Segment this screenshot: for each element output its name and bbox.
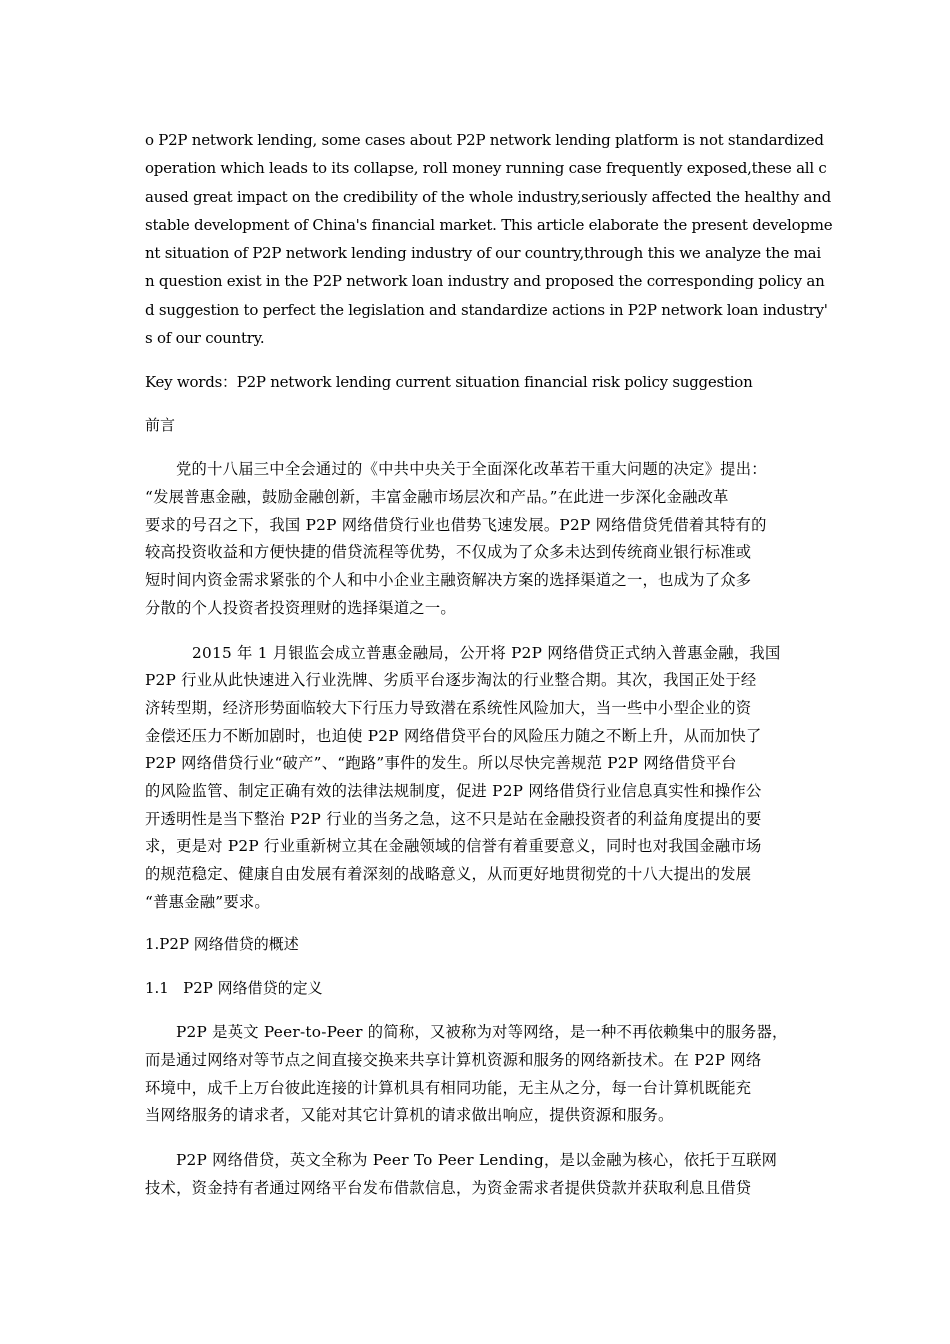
abstract-line: nt situation of P2P network lending industry of our country,through this we analyze the mai	[145, 244, 821, 263]
paragraph-line: 的规范稳定、健康自由发展有着深刻的战略意义，从而更好地贯彻党的十八大提出的发展	[145, 865, 752, 883]
abstract-line: n question exist in the P2P network loan industry and proposed the corresponding policy an	[145, 272, 825, 291]
paragraph-line: 分散的个人投资者投资理财的选择渠道之一。	[145, 598, 456, 617]
abstract-line: stable development of China's financial market. This article elaborate the present developme	[145, 215, 833, 234]
paragraph-line: 较高投资收益和方便快捷的借贷流程等优势，不仅成为了众多未达到传统商业银行标准或	[145, 543, 752, 562]
paragraph-line: 金偿还压力不断加剧时，也迫使 P2P 网络借贷平台的风险压力随之不断上升，从而加快了	[145, 726, 762, 745]
paragraph-line: 环境中，成千上万台彼此连接的计算机具有相同功能，无主从之分，每一台计算机既能充	[145, 1078, 752, 1097]
paragraph-line: 求，更是对 P2P 行业重新树立其在金融领域的信誉有着重要意义，同时也对我国金融市场	[145, 837, 762, 856]
keywords-line: Key words：P2P network lending current situation financial risk policy suggestion	[145, 373, 753, 392]
intro-paragraph-2	[145, 640, 810, 917]
abstract-line: o P2P network lending, some cases about P2P network lending platform is not standardized	[145, 131, 824, 149]
abstract-line: s of our country.	[145, 329, 265, 348]
paragraph-line: “发展普惠金融，鼓励金融创新，丰富金融市场层次和产品。”在此进一步深化金融改革	[145, 488, 729, 507]
intro-paragraph-1	[145, 456, 810, 622]
subsection-heading-1-1: 1.1 P2P 网络借贷的定义	[145, 979, 323, 998]
paragraph-line: “普惠金融”要求。	[145, 892, 270, 911]
definition-paragraph-1	[145, 1019, 810, 1130]
paragraph-line: P2P 网络借贷，英文全称为 Peer To Peer Lending，是以金融为核心，依托于互联网	[176, 1151, 778, 1170]
paragraph-line: 的风险监管、制定正确有效的法律法规制度，促进 P2P 网络借贷行业信息真实性和操作公	[145, 781, 762, 800]
definition-paragraph-2	[145, 1147, 810, 1202]
paragraph-line: 开透明性是当下整治 P2P 行业的当务之急，这不只是站在金融投资者的利益角度提出的要	[145, 809, 762, 828]
paragraph-line: 当网络服务的请求者，又能对其它计算机的请求做出响应，提供资源和服务。	[145, 1106, 674, 1125]
section-heading-1: 1.P2P 网络借贷的概述	[145, 935, 299, 954]
paragraph-line: P2P 网络借贷行业“破产”、“跑路”事件的发生。所以尽快完善规范 P2P 网络借贷平台	[145, 754, 737, 773]
abstract-line: operation which leads to its collapse, roll money running case frequently exposed,these all c	[145, 159, 827, 178]
abstract-paragraph	[145, 126, 833, 352]
paragraph-line: 短时间内资金需求紧张的个人和中小企业主融资解决方案的选择渠道之一，也成为了众多	[145, 571, 752, 590]
paragraph-line: 济转型期，经济形势面临较大下行压力导致潜在系统性风险加大，当一些中小型企业的资	[145, 698, 752, 717]
paragraph-line: 要求的号召之下，我国 P2P 网络借贷行业也借势飞速发展。P2P 网络借贷凭借着其特有的	[145, 515, 767, 534]
abstract-line: aused great impact on the credibility of the whole industry,seriously affected the healthy and	[145, 187, 831, 206]
paragraph-line: 而是通过网络对等节点之间直接交换来共享计算机资源和服务的网络新技术。在 P2P 网络	[145, 1051, 762, 1070]
paragraph-line: 技术，资金持有者通过网络平台发布借款信息，为资金需求者提供贷款并获取利息且借贷	[145, 1178, 752, 1197]
foreword-heading: 前言	[145, 416, 176, 435]
paragraph-line: P2P 行业从此快速进入行业洗牌、劣质平台逐步淘汰的行业整合期。其次，我国正处于经	[145, 671, 757, 690]
abstract-line: d suggestion to perfect the legislation and standardize actions in P2P network loan industry'	[145, 300, 828, 319]
paragraph-line: 党的十八届三中全会通过的《中共中央关于全面深化改革若干重大问题的决定》提出：	[176, 460, 767, 479]
paragraph-line: P2P 是英文 Peer-to-Peer 的简称，又被称为对等网络，是一种不再依赖集中的服务器，	[176, 1023, 788, 1042]
document-page	[145, 126, 833, 1203]
paragraph-line: 2015 年 1 月银监会成立普惠金融局，公开将 P2P 网络借贷正式纳入普惠金融，我国	[192, 643, 781, 662]
